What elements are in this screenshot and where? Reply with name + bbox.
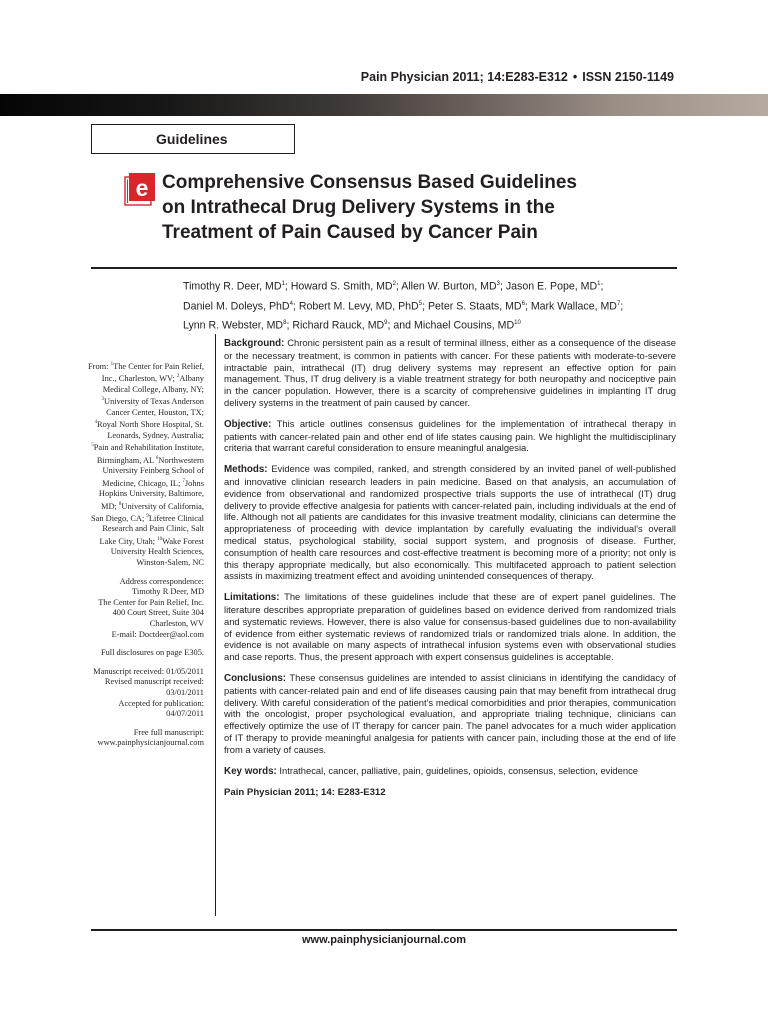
affiliation-marker: 8 <box>118 501 122 507</box>
journal-header <box>361 70 674 84</box>
author-separator: ; <box>600 280 604 293</box>
affiliation-marker: 2 <box>176 374 180 380</box>
author-name: Richard Rauck, MD <box>292 319 385 332</box>
abstract-conclusions <box>224 672 676 756</box>
affiliation-text: Northwestern University Feinberg School of Medicine, Chicago, IL; <box>102 455 204 488</box>
author-name: Michael Cousins, MD <box>414 319 515 332</box>
author-affiliation-marker: 5 <box>418 300 423 307</box>
author-separator: ; <box>292 300 299 313</box>
author-affiliation-marker: 3 <box>496 281 500 287</box>
author-affiliation-marker: 1 <box>281 281 285 287</box>
author-separator: ; <box>499 280 506 293</box>
correspondence-line: Address correspondence: <box>119 576 204 586</box>
abstract-text: These consensus guidelines are intended to assist clinicians in identifying the candidacy of patients with cancer-related pain and end of life diseases causing pain that may benefit from intrathecal drug delivery. With careful consideration of the patient's medical comorbidities and prior therapies, communication with the oncologist, proper psychological evaluation, and appropriate trialing technique, clinicians can effectively optimize the use of IT therapy for cancer pain. The panel advocates for a much wider application of IT therapy to provide meaningful analgesia for patients with cancer pain, including those at the end of life from a variety of causes. <box>224 671 676 755</box>
affiliation-marker: 4 <box>94 420 97 426</box>
author-name: Lynn R. Webster, MD <box>183 319 284 332</box>
affiliation-text: Royal North Shore Hospital, St. Leonards, Sydney, Australia; <box>96 420 204 440</box>
abstract-vertical-rule <box>215 334 216 916</box>
affiliation-marker: 10 <box>157 537 163 543</box>
title-line: Treatment of Pain Caused by Cancer Pain <box>162 222 538 243</box>
affiliation-text: Lifetree Clinical Research and Pain Clinic, Salt Lake City, Utah; <box>99 513 204 546</box>
affiliation-text: Wake Forest University Health Sciences, Winston-Salem, NC <box>110 536 204 568</box>
author-affiliation-marker: 7 <box>616 300 621 307</box>
author-name: Daniel M. Doleys, PhD <box>183 300 290 313</box>
author-name: Peter S. Staats, MD <box>427 300 522 313</box>
abstract-text: Chronic persistent pain as a result of terminal illness, either as a consequence of the disease or the necessary treatment, is common in patients with cancer. For these patients with moderate-to-severe intractable pain, intrathecal (IT) drug delivery systems may represent an effective option for pain management. Thus, IT drug delivery is a viable treatment strategy for both neuropathy and nociceptive pain in the cancer population. However, there is a scarcity of comprehensive guidelines in implanting IT drug delivery systems in the treatment of pain caused by cancer. <box>224 337 677 408</box>
abstract-label: Objective: <box>224 418 272 430</box>
author-name: Jason E. Pope, MD <box>505 280 598 293</box>
date-entry: Manuscript received: 01/05/2011 <box>93 666 204 676</box>
affiliation-text: Pain and Rehabilitation Institute, Birmingham, AL <box>93 443 204 465</box>
article-title <box>162 170 682 245</box>
disclosures-note: Full disclosures on page E305. <box>100 648 204 658</box>
author-affiliation-marker: 6 <box>521 300 525 307</box>
abstract <box>224 337 676 808</box>
author-separator: ; <box>524 300 531 313</box>
date-entry: Accepted for publication: 04/07/2011 <box>118 698 204 719</box>
author-name: Robert M. Levy, MD, PhD <box>298 300 419 313</box>
footer-url[interactable]: www.painphysicianjournal.com <box>301 934 466 946</box>
correspondence-line: Charleston, WV <box>149 619 204 629</box>
title-divider <box>91 267 677 269</box>
author-affiliation-marker: 4 <box>289 300 293 307</box>
header-bullet: • <box>572 70 578 84</box>
affiliation-marker: 5 <box>91 443 94 449</box>
author-name: Timothy R. Deer, MD <box>183 280 282 293</box>
affiliation-marker: 9 <box>146 514 149 520</box>
affiliation-prefix: From: <box>88 361 111 371</box>
e-badge-letter: e <box>135 175 149 201</box>
author-separator: ; <box>422 300 428 313</box>
section-label: Guidelines <box>156 131 228 147</box>
affiliation-text: University of California, San Diego, CA; <box>91 501 204 523</box>
correspondence-line: E-mail: Doctdeer@aol.com <box>111 629 204 639</box>
author-affiliation-marker: 1 <box>597 281 601 287</box>
abstract-objective <box>224 418 676 454</box>
abstract-text: This article outlines consensus guidelines for the implementation of intrathecal therapy in patients with cancer-related pain and other end of life states causing pain. We highlight the multidisciplinary criteria that warrant careful consideration to ensure meaningful analgesia. <box>224 417 676 454</box>
author-name: Mark Wallace, MD <box>530 300 617 313</box>
affiliation-text: The Center for Pain Relief, Inc., Charleston, WV; <box>101 361 205 384</box>
abstract-label: Limitations: <box>224 592 280 604</box>
affiliation-marker: 3 <box>101 397 105 403</box>
affiliation-text: University of Texas Anderson Cancer Center, Houston, TX; <box>104 397 204 417</box>
correspondence-line: 400 Court Street, Suite 304 <box>112 608 204 618</box>
manuscript-dates <box>88 667 204 720</box>
author-affiliation-marker: 9 <box>384 320 388 327</box>
article-citation: Pain Physician 2011; 14: E283-E312 <box>224 787 386 799</box>
abstract-key-words <box>224 765 676 778</box>
title-line: on Intrathecal Drug Delivery Systems in the <box>162 197 555 218</box>
abstract-label: Methods: <box>224 464 268 476</box>
section-label-box <box>91 124 295 154</box>
abstract-text: Evidence was compiled, ranked, and strength considered by an invited panel of well-published and innovative clinician research leaders in pain medicine. Based on that analysis, an accumulation of evidence from observational and randomized prospective trials supports the use of intrathecal (IT) drug delivery to provide effective analgesia for patients with cancer-related pain, including individuals at the end of life. Although not all patients are candidates for this invasive treatment modality, clinicians can determine the appropriateness of proceeding with device implantation by carefully evaluating the individual's overall medical status, psychological stability, social support system, and prognosis of disease. Further, consumption of health care resources and cost-effective treatment is becoming more of a priority; not only is this therapy appropriate medically, but also economically. This multifaceted approach to patient selection assists in maximizing treatment effect and avoiding unintended consequences of therapy. <box>224 463 676 582</box>
sidebar-notes <box>88 360 204 757</box>
author-separator: ; <box>286 319 293 332</box>
affiliation-text: Johns Hopkins University, Baltimore, MD; <box>98 478 204 511</box>
affiliation-marker: 1 <box>110 362 114 367</box>
header-gradient-bar <box>0 94 768 116</box>
footer-divider <box>91 929 677 931</box>
abstract-label: Key words: <box>224 765 277 777</box>
author-affiliation-marker: 2 <box>392 281 396 287</box>
free-manuscript-note: Free full manuscript: www.painphysicianjournal.com <box>97 727 204 748</box>
author-affiliation-marker: 10 <box>514 320 521 327</box>
author-name: Allen W. Burton, MD <box>401 280 497 293</box>
correspondence-line: The Center for Pain Relief, Inc. <box>98 597 204 607</box>
abstract-label: Background: <box>224 338 285 349</box>
title-line: Comprehensive Consensus Based Guidelines <box>162 172 577 193</box>
e-publication-icon <box>124 172 156 206</box>
author-separator: ; <box>284 280 291 293</box>
issn: ISSN 2150-1149 <box>582 70 674 84</box>
correspondence-line: Timothy R Deer, MD <box>132 587 204 597</box>
abstract-text: The limitations of these guidelines include that these are of expert panel guidelines. The literature describes appropriate preparation of guidelines based on evidence derived from randomized trials and systematic reviews. However, there is also value for consensus-based guidelines due to non-availability of evidence from either systematic reviews of randomized trials or randomized trials alone. In addition, the evidence is not available on many aspects of intrathecal infusion systems even with observational studies and case reports. Thus, the present approach with expert consensus guidelines is acceptable. <box>224 591 676 663</box>
abstract-methods <box>224 463 676 582</box>
affiliation-text: Albany Medical College, Albany, NY; <box>102 374 204 394</box>
affiliations <box>88 360 204 569</box>
abstract-limitations <box>224 591 676 663</box>
author-affiliation-marker: 8 <box>283 320 287 327</box>
author-name: Howard S. Smith, MD <box>290 280 393 293</box>
affiliation-marker: 7 <box>182 478 185 484</box>
abstract-label: Conclusions: <box>224 672 287 684</box>
date-entry: Revised manuscript received: 03/01/2011 <box>104 677 204 697</box>
abstract-text: Intrathecal, cancer, palliative, pain, guidelines, opioids, consensus, selection, evidence <box>279 764 638 776</box>
journal-citation: Pain Physician 2011; 14:E283-E312 <box>360 70 568 84</box>
affiliation-marker: 6 <box>155 455 159 461</box>
author-separator: ; and <box>387 319 415 332</box>
author-separator: ; <box>620 300 624 313</box>
author-list <box>183 276 683 335</box>
author-separator: ; <box>395 280 402 293</box>
abstract-background <box>224 337 676 409</box>
address-correspondence <box>88 577 204 641</box>
